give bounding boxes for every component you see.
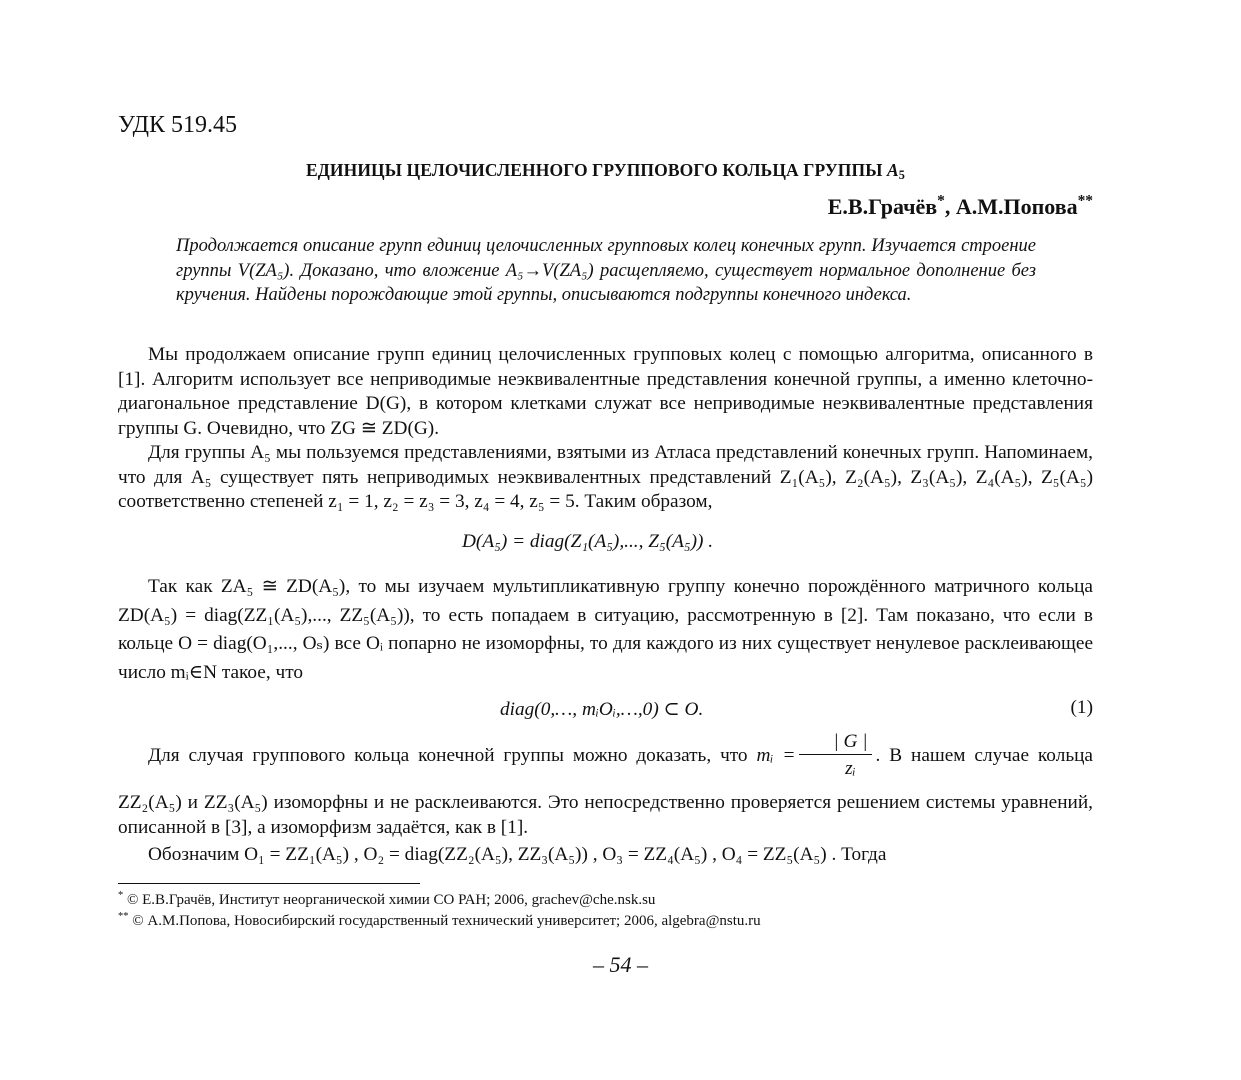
paragraph-1: Мы продолжаем описание групп единиц целочисленных групповых колец с помощью алгоритма, описанного в [1]. Алгоритм использует все неприводимые неэквивалентные представления конечной группы, а именно клеточно-диагональное представление D(G), в котором клетками служат все неприводимые неэквивалентные представления группы G. Очевидно, что ZG ≅ ZD(G). [118, 344, 1093, 439]
paragraph-4-before: Для случая группового кольца конечной группы можно доказать, что [148, 745, 748, 766]
footnote-1-text: © Е.В.Грачёв, Институт неорганической химии СО РАН; 2006, grachev@che.nsk.su [127, 892, 656, 908]
paragraph-5: ZZ₂(A₅) и ZZ₃(A₅) изоморфны и не расклеиваются. Это непосредственно проверяется решением системы уравнений, описанной в [3], а изоморфизм задаётся, как в [1]. [118, 792, 1093, 838]
footnote-2-mark: ** [118, 911, 129, 922]
author-2: А.М.Попова [955, 194, 1078, 219]
title-group-sub: 5 [898, 168, 905, 183]
footnote-2-text: © А.М.Попова, Новосибирский государственный технический университет; 2006, algebra@nstu.ru [132, 913, 761, 929]
paper-title [118, 160, 1093, 181]
author-1: Е.В.Грачёв [827, 194, 938, 219]
paragraph-4-after: . В нашем случае кольца [875, 745, 1093, 766]
title-group: A [886, 160, 899, 180]
m-i-symbol: mᵢ = [756, 745, 796, 766]
footnote-rule [118, 883, 420, 884]
equation-d: D(A₅) = diag(Z₁(A₅),..., Z₅(A₅)) . [462, 531, 714, 552]
authors [828, 194, 1093, 220]
fraction-numerator: | G | [799, 730, 871, 755]
footnote-2 [118, 913, 761, 930]
footnote-1 [118, 892, 655, 909]
fraction-g-over-zi [799, 730, 871, 783]
page-number: – 54 – [593, 952, 648, 977]
equation-1-number: (1) [1070, 697, 1093, 718]
footnote-1-mark: * [118, 890, 124, 901]
author-separator: , [944, 194, 956, 219]
title-text: ЕДИНИЦЫ ЦЕЛОЧИСЛЕННОГО ГРУППОВОГО КОЛЬЦА ГРУППЫ [306, 160, 883, 180]
udk-code: УДК 519.45 [118, 112, 237, 138]
paragraph-6: Обозначим O₁ = ZZ₁(A₅) , O₂ = diag(ZZ₂(A₅), ZZ₃(A₅)) , O₃ = ZZ₄(A₅) , O₄ = ZZ₅(A₅) . Тогда [148, 844, 887, 865]
fraction-denominator: zᵢ [845, 758, 856, 780]
equation-1: diag(0,…, mᵢOᵢ,…,0) ⊂ O. [500, 699, 704, 720]
paragraph-2: Для группы A₅ мы пользуемся представлениями, взятыми из Атласа представлений конечных групп. Напоминаем, что для A₅ существует пять неприводимых неэквивалентных представлений Z₁(A₅), Z₂(A₅), Z₃(A₅), Z₄(A₅), Z₅(A₅) соответственно степеней z₁ = 1, z₂ = z₃ = 3, z₄ = 4, z₅ = 5. Таким образом, [118, 442, 1093, 512]
author-1-mark: * [937, 192, 945, 210]
paragraph-3: Так как ZA₅ ≅ ZD(A₅), то мы изучаем мультипликативную группу конечно порождённого матричного кольца ZD(A₅) = diag(ZZ₁(A₅),..., ZZ₅(A₅)), то есть попадаем в ситуацию, рассмотренную в [2]. Там показано, что если в кольце O = diag(O₁,..., Oₛ) все Oᵢ попарно не изоморфны, то для каждого из них существует ненулевое расклеивающее число mᵢ∈N такое, что [118, 576, 1093, 683]
abstract: Продолжается описание групп единиц целочисленных групповых колец конечных групп. Изучается строение группы V(ZA₅). Доказано, что вложение A₅→V(ZA₅) расщепляемо, существует нормальное дополнение без кручения. Найдены порождающие этой группы, описываются подгруппы конечного индекса. [176, 236, 1036, 305]
author-2-mark: ** [1077, 192, 1093, 210]
